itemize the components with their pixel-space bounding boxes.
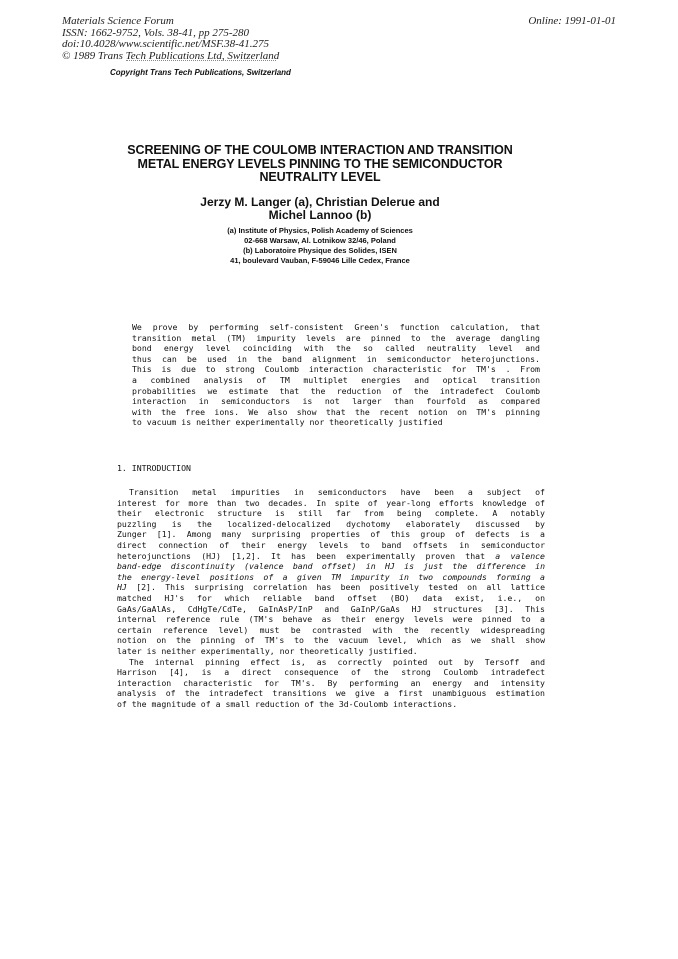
intro-line: The internal pinning effect is, as correctly pointed out by Tersoff and (129, 656, 545, 667)
intro-text: [2]. This surprising correlation has been positively tested on all lattice (126, 582, 545, 593)
intro-line: notion on the pinning of TM's to the vacuum level, which as we shall show (117, 635, 545, 646)
affiliations (120, 226, 520, 266)
abstract-line: to vacuum is neither experimentally nor theoretically justified (132, 417, 443, 428)
intro-line: Zunger [1]. Among many surprising properties of this group of defects is a (117, 529, 545, 540)
intro-line: analysis of the intradefect transitions we give a first unambiguous estimation (117, 688, 545, 699)
affiliation-line: 41, boulevard Vauban, F-59046 Lille Cedex, France (230, 256, 410, 265)
intro-line: their electronic structure is still far from being complete. A notably (117, 508, 545, 519)
abstract-line: probabilities we estimate that the reduction of the intradefect Coulomb (132, 385, 540, 396)
abstract-line: thus can be used in the band alignment in semiconductor heterojunctions. (132, 353, 540, 364)
affiliation-line: (a) Institute of Physics, Polish Academy of Sciences (227, 226, 413, 235)
affiliation-line: (b) Laboratoire Physique des Solides, ISEN (243, 246, 397, 255)
abstract-line: This is due to strong Coulomb interaction characteristic for TM's . From (132, 364, 540, 375)
intro-line: GaAs/GaAlAs, CdHgTe/CdTe, GaInAsP/InP and GaInP/GaAs HJ structures [3]. This (117, 603, 545, 614)
title-line: METAL ENERGY LEVELS PINNING TO THE SEMICONDUCTOR (137, 156, 503, 171)
intro-italic: HJ (117, 582, 127, 593)
intro-line: internal reference rule (TM's behave as their energy levels were pinned to a (117, 614, 545, 625)
copyright-notice: Copyright Trans Tech Publications, Switzerland (110, 68, 291, 77)
intro-line: direct connection of their energy levels to band offsets in semiconductor (117, 539, 545, 550)
intro-line (117, 582, 545, 593)
abstract-line: We prove by performing self-consistent Green's function calculation, that (132, 322, 540, 332)
abstract-line: bond energy level coinciding with the so called neutrality level and (132, 343, 540, 354)
section-heading: 1. INTRODUCTION (117, 463, 191, 473)
intro-line (117, 572, 545, 583)
title-line: NEUTRALITY LEVEL (259, 170, 381, 184)
abstract-line: a combined analysis of TM multiplet energies and optical transition (132, 374, 540, 385)
divider (126, 60, 276, 61)
abstract-line: transition metal (TM) impurity levels are pinned to the average dangling (132, 332, 540, 343)
online-date: Online: 1991-01-01 (528, 15, 616, 27)
intro-line: certain reference level) must be contrasted with the recently widespreading (117, 624, 545, 635)
intro-line: interest for more than two decades. In spite of year-long efforts knowledge of (117, 497, 545, 508)
abstract-line: interaction in semiconductors is not larger than fourfold as compared (132, 396, 540, 407)
intro-line: Harrison [4], is a direct consequence of the strong Coulomb intradefect (117, 667, 545, 678)
journal-meta (62, 16, 279, 62)
title-line: SCREENING OF THE COULOMB INTERACTION AND TRANSITION (127, 143, 513, 157)
intro-line: matched HJ's for which reliable band offset (BO) data exist, i.e., on (117, 592, 545, 603)
introduction-body (117, 487, 545, 709)
paper-title (100, 144, 540, 185)
abstract (132, 322, 540, 428)
intro-italic: the energy-level positions of a given TM impurity in two compounds forming a (117, 571, 545, 582)
intro-text: heterojunctions (HJ) [1,2]. It has been experimentally proven that (117, 550, 486, 561)
intro-italic: a valence (495, 550, 545, 561)
author-line: Jerzy M. Langer (a), Christian Delerue and (200, 195, 440, 209)
intro-line: interaction characteristic for TM's. By performing an energy and intensity (117, 677, 545, 688)
intro-line: later is neither experimentally, nor theoretically justified. (117, 645, 418, 656)
intro-line: Transition metal impurities in semiconductors have been a subject of (129, 487, 545, 497)
publisher-line: © 1989 Trans Tech Publications Ltd, Switzerland (62, 49, 280, 62)
intro-line (117, 551, 545, 562)
journal-name: Materials Science Forum (62, 15, 174, 27)
intro-line (117, 561, 545, 572)
intro-line: puzzling is the localized-delocalized dychotomy elaborately discussed by (117, 518, 545, 529)
issn-line: ISSN: 1662-9752, Vols. 38-41, pp 275-280 (62, 26, 249, 39)
author-line: Michel Lannoo (b) (268, 208, 372, 222)
intro-italic: band-edge discontinuity (valence band offset) in HJ is just the difference in (117, 561, 545, 572)
abstract-line: with the free ions. We also show that the recent notion on TM's pinning (132, 406, 540, 417)
doi-line: doi:10.4028/www.scientific.net/MSF.38-41.275 (62, 38, 270, 50)
intro-line: of the magnitude of a small reduction of the 3d-Coulomb interactions. (117, 698, 458, 709)
affiliation-line: 02-668 Warsaw, Al. Lotnikow 32/46, Poland (244, 236, 396, 245)
authors (120, 196, 520, 222)
